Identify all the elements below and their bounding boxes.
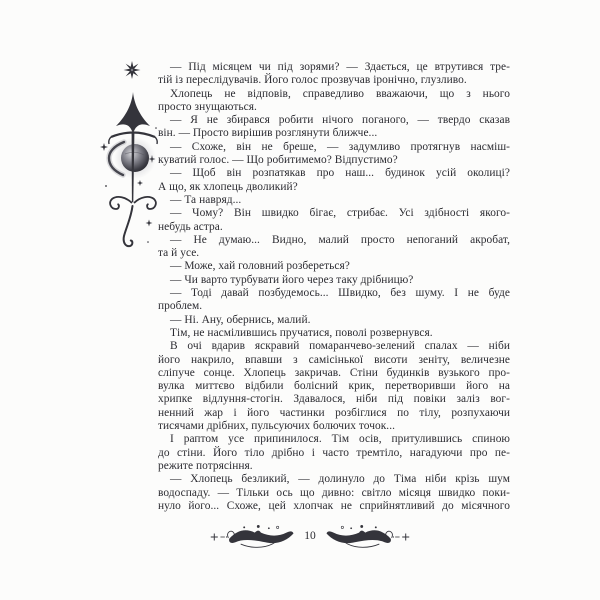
- text-line: І раптом усе припинилося. Тім осів, притулившись спиною: [170, 433, 510, 446]
- text-line: нуло його... Схоже, цей хлопчак не сприйнятливий до місячного: [158, 499, 510, 512]
- text-line: тисячами дрібних, пульсуючих болючих точок...: [158, 420, 395, 433]
- tail-curl: [124, 206, 133, 246]
- flourish-right-icon: [323, 522, 411, 552]
- text-line: — Та навряд...: [170, 193, 242, 206]
- text-line: він. — Просто вирішив розглянути ближче...: [158, 127, 378, 140]
- text-line: А що, як хлопець дволикий?: [158, 180, 298, 193]
- text-line: — Чи варто турбувати його через таку дрібницю?: [170, 273, 414, 286]
- footer: [203, 519, 417, 555]
- text-line: куватий голос. — Що робитимемо? Відпустимо?: [158, 154, 398, 167]
- text-line: В очі вдарив яскравий помаранчево-зелений спалах — ніби: [170, 340, 510, 353]
- text-line: небудь астра.: [158, 220, 223, 233]
- text-line: сліпуче сонце. Хлопець закричав. Стіни будинків вузького про-: [158, 366, 510, 379]
- flourish-left-icon: [209, 522, 297, 552]
- eight-point-star-icon: [124, 61, 141, 79]
- text-line: — Може, хай головний розбереться?: [170, 260, 350, 273]
- text-line: — Не думаю... Видно, малий просто непоганий акробат,: [170, 233, 510, 246]
- text-block: [158, 61, 510, 513]
- text-line: — Я не збирався робити нічого поганого, — твердо сказав: [170, 114, 510, 127]
- text-line: — Ні. Ану, обернись, малий.: [170, 313, 311, 326]
- text-line: режите потрясіння.: [158, 459, 253, 472]
- text-line: — Схоже, він не бреше, — задумливо протягнув насміш-: [170, 140, 510, 153]
- planet-sphere-icon: [121, 144, 149, 172]
- text-line: — Тоді давай позбудемось... Швидко, без шуму. І не буде: [170, 287, 510, 300]
- text-line: вулка миттєво відбили болісний крик, перетворивши його на: [158, 380, 510, 393]
- text-line: просто знущаються.: [158, 100, 257, 113]
- text-line: — Під місяцем чи під зорями? — Здається, це втрутився тре-: [170, 61, 510, 73]
- text-line: тій із переслідувачів. Його голос прозвучав іронічно, глузливо.: [158, 74, 467, 87]
- text-line: та й усе.: [158, 247, 200, 260]
- page-number: 10: [304, 530, 316, 543]
- text-line: проблем.: [158, 300, 203, 313]
- text-line: водоспаду. — Тільки ось що дивно: світло місяця швидко поки-: [158, 486, 510, 499]
- text-line: ненний жар і його частинки розбіглися по тілу, розпухаючи: [158, 406, 510, 419]
- text-line: — Хлопець безликий, — долинуло до Тіма ніби крізь шум: [170, 473, 510, 486]
- text-line: до стіни. Його тіло дрібно і часто тремтіло, нагадуючи про пе-: [158, 446, 510, 459]
- text-line: хрипке відлуння-стогін. Здавалося, ніби під повіки заліз вог-: [158, 393, 510, 406]
- text-line: — Чому? Він швидко бігає, стрибає. Усі здібності якого-: [170, 207, 510, 220]
- text-line: його накрило, впавши з самісінької висоти зеніту, величезне: [158, 353, 510, 366]
- text-line: Тім, не насмілившись пручатися, поволі розвернувся.: [170, 326, 433, 339]
- text-line: — Щоб він розпатякав про наш... будинок усій околиці?: [170, 167, 510, 180]
- text-line: Хлопець не відповів, справедливо вважаючи, що з нього: [170, 87, 510, 100]
